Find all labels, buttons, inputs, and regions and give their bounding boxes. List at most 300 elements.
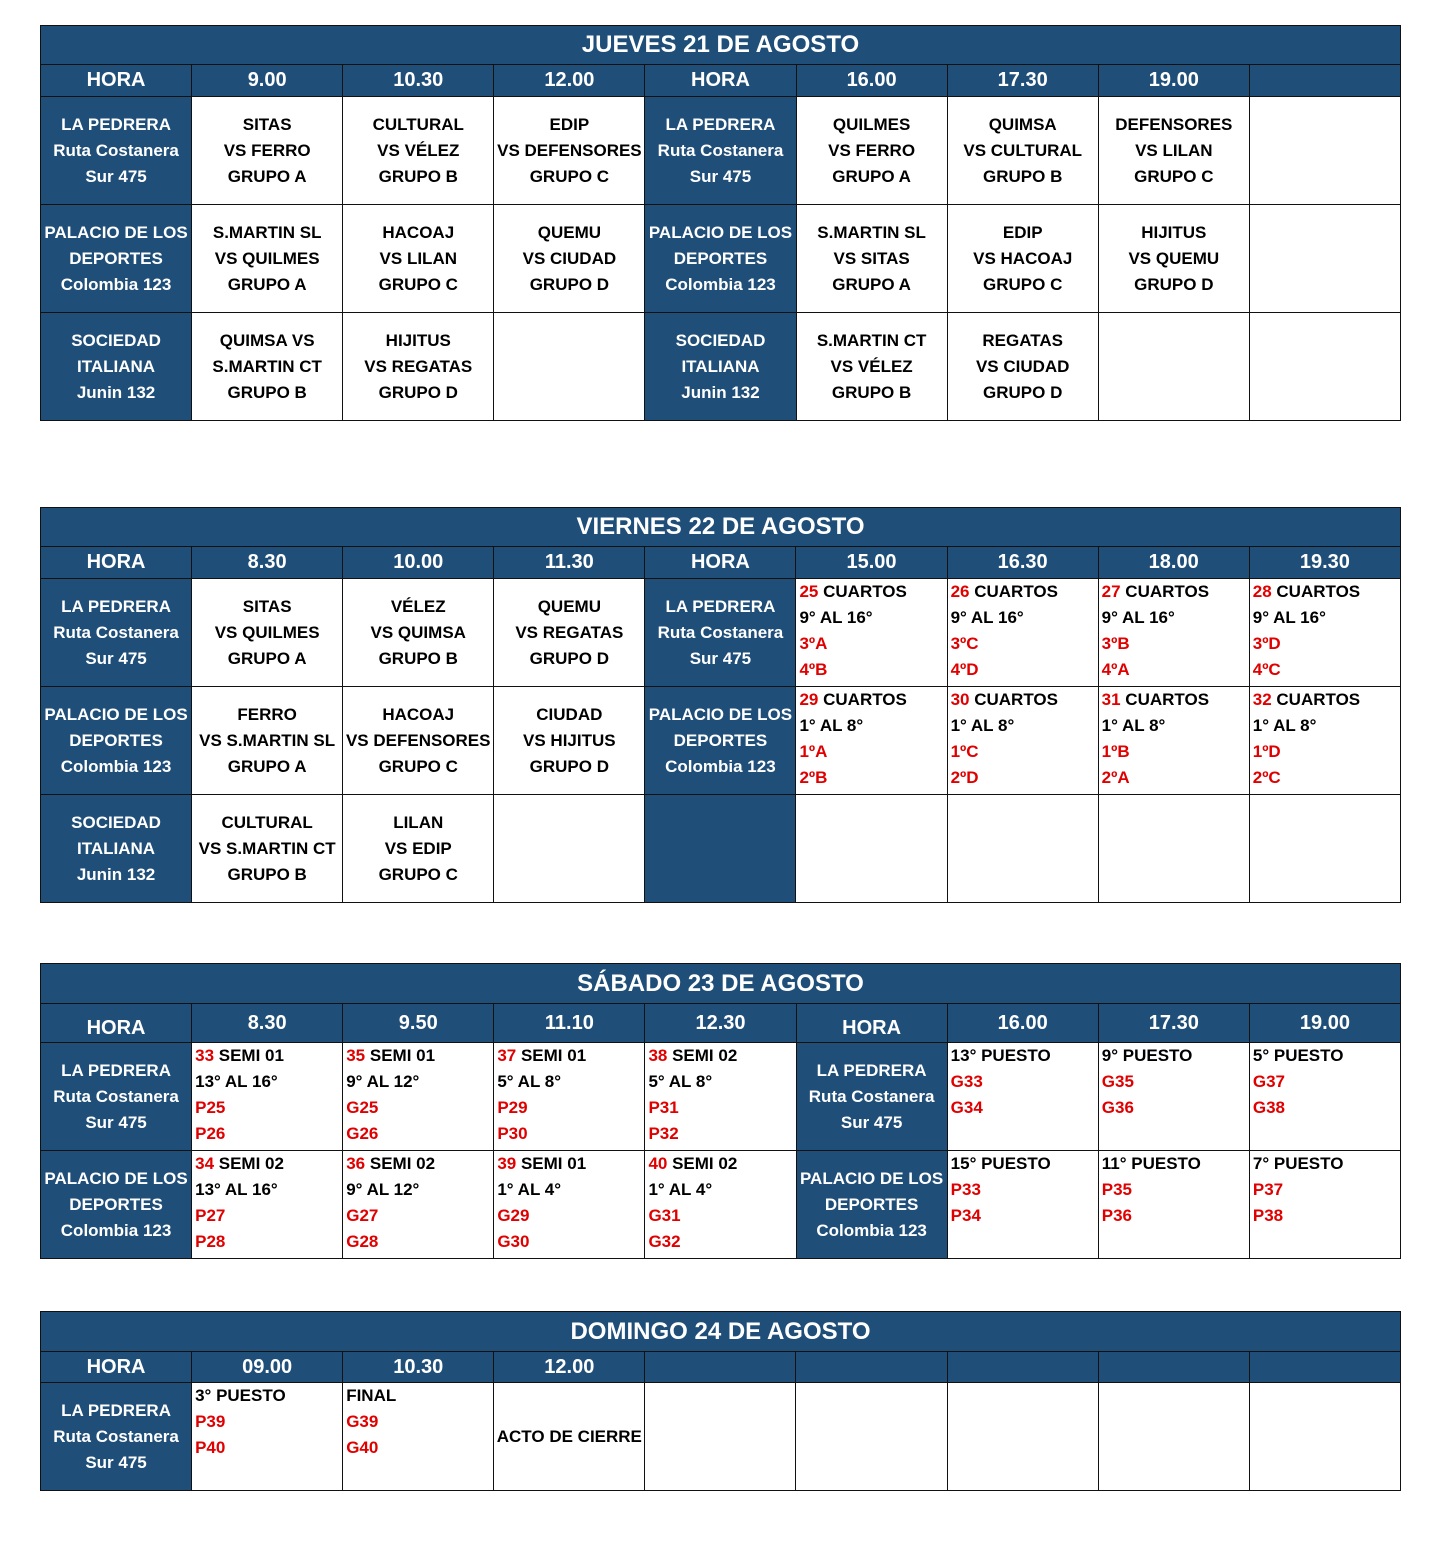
match-cell (192, 313, 343, 421)
seed-reference: 2ºC (1252, 768, 1281, 787)
venue-line: PALACIO DE LOS (799, 1168, 944, 1188)
seed-reference: 1ºC (950, 742, 979, 761)
seed-reference: P27 (195, 1206, 226, 1225)
match-line: VS QUILMES (214, 248, 320, 268)
empty-cell (1249, 97, 1400, 205)
venue-line: PALACIO DE LOS (648, 222, 793, 242)
venue-line: Colombia 123 (816, 1220, 927, 1240)
match-cell (343, 313, 494, 421)
venue-line: DEPORTES (824, 1194, 919, 1214)
seed-reference: P32 (648, 1124, 679, 1143)
match-label: 3° PUESTO (195, 1386, 286, 1405)
time-header-cell: 9.00 (192, 65, 343, 97)
match-line: QUEMU (537, 222, 602, 242)
match-label: SEMI 02 (667, 1154, 738, 1173)
day-schedule-table (40, 507, 1401, 903)
time-header-cell (796, 1352, 947, 1383)
seed-reference: P29 (497, 1098, 528, 1117)
seed-reference: 3ºD (1252, 634, 1281, 653)
time-header-cell: 15.00 (796, 547, 947, 579)
time-header-cell: 10.30 (343, 1352, 494, 1383)
day-title-row (41, 508, 1401, 547)
venue-line: Sur 475 (85, 1112, 147, 1132)
match-line: GRUPO B (983, 166, 1063, 186)
day-title-row (41, 964, 1401, 1004)
venue-line: Colombia 123 (60, 274, 172, 294)
match-line: GRUPO B (831, 382, 912, 402)
time-header-row (41, 1004, 1401, 1043)
match-line: VÉLEZ (390, 596, 446, 616)
knockout-match-cell (645, 1043, 796, 1151)
match-cell (947, 205, 1098, 313)
time-header-cell: 8.30 (192, 547, 343, 579)
match-line: GRUPO B (378, 648, 458, 668)
match-line: GRUPO D (529, 756, 609, 776)
seed-reference: 4ºB (799, 660, 828, 679)
match-cell (1098, 205, 1249, 313)
match-line: GRUPO D (983, 382, 1063, 402)
match-line: VS LILAN (1135, 140, 1213, 160)
time-header-cell: 17.30 (1098, 1004, 1249, 1043)
match-line: CULTURAL (221, 812, 313, 832)
venue-line: Colombia 123 (60, 1220, 172, 1240)
match-bracket: 13° AL 16° (195, 1072, 278, 1091)
seed-reference: P25 (195, 1098, 226, 1117)
match-line: GRUPO A (227, 166, 307, 186)
match-line: CULTURAL (372, 114, 464, 134)
seed-reference: P34 (950, 1206, 981, 1225)
venue-line: PALACIO DE LOS (44, 704, 188, 724)
knockout-match-cell (494, 1151, 645, 1259)
match-line: QUILMES (832, 114, 911, 134)
match-label: CUARTOS (1271, 582, 1361, 601)
day-schedule-table (40, 1311, 1401, 1491)
match-label: 5° PUESTO (1252, 1046, 1344, 1065)
time-header-cell (1249, 65, 1400, 97)
match-label: SEMI 01 (516, 1154, 587, 1173)
venue-line: LA PEDRERA (665, 596, 776, 616)
match-number: 34 (195, 1154, 215, 1173)
knockout-match-cell (1249, 687, 1400, 795)
seed-reference: G27 (346, 1206, 379, 1225)
seed-reference: 4ºD (950, 660, 979, 679)
seed-reference: G40 (346, 1438, 379, 1457)
match-cell (343, 795, 494, 903)
match-cell (192, 687, 343, 795)
venue-line: LA PEDRERA (665, 114, 776, 134)
match-cell (1098, 97, 1249, 205)
match-line: VS HIJITUS (523, 730, 616, 750)
match-heading (1102, 1151, 1249, 1177)
match-cell (192, 205, 343, 313)
match-line: HACOAJ (382, 704, 455, 724)
match-line: EDIP (1002, 222, 1043, 242)
match-bracket: 1° AL 8° (1101, 716, 1166, 735)
seed-reference: P38 (1252, 1206, 1284, 1225)
hora-header-cell: HORA (41, 1352, 192, 1383)
seed-reference: P33 (950, 1180, 981, 1199)
match-line: HACOAJ (382, 222, 455, 242)
venue-line: ITALIANA (681, 356, 760, 376)
hora-header-cell: HORA (41, 65, 192, 97)
match-bracket: 1° AL 8° (1252, 716, 1317, 735)
match-line: GRUPO C (1134, 166, 1214, 186)
match-label: CUARTOS (1120, 582, 1210, 601)
time-header-cell (1249, 1352, 1400, 1383)
empty-cell (1249, 205, 1400, 313)
seed-reference: P39 (195, 1412, 226, 1431)
match-line: FERRO (237, 704, 297, 724)
empty-cell (1098, 1383, 1249, 1491)
match-bracket: 13° AL 16° (195, 1180, 278, 1199)
venue-line: LA PEDRERA (61, 114, 171, 134)
venue-line: Sur 475 (689, 166, 752, 186)
hora-header-cell: HORA (41, 1004, 192, 1043)
match-heading (195, 1383, 342, 1409)
match-line: GRUPO C (378, 756, 458, 776)
empty-cell (796, 795, 947, 903)
seed-reference: 4ºA (1101, 660, 1130, 679)
venue-line: LA PEDRERA (61, 596, 171, 616)
match-heading (346, 1043, 493, 1069)
match-cell (494, 687, 645, 795)
blank-venue-cell (645, 795, 796, 903)
hora-header-cell: HORA (645, 547, 796, 579)
venue-cell (41, 687, 192, 795)
match-line: GRUPO C (378, 274, 458, 294)
seed-reference: G37 (1252, 1072, 1286, 1091)
venue-line: Ruta Costanera (53, 622, 179, 642)
venue-line: LA PEDRERA (61, 1060, 171, 1080)
venue-line: Sur 475 (689, 648, 752, 668)
match-line: HIJITUS (385, 330, 451, 350)
time-header-cell: 18.00 (1098, 547, 1249, 579)
match-cell (947, 313, 1098, 421)
seed-reference: P37 (1252, 1180, 1284, 1199)
match-bracket: 9° AL 16° (799, 608, 873, 627)
time-header-cell: 12.30 (645, 1004, 796, 1043)
match-number: 38 (648, 1046, 668, 1065)
empty-cell (1098, 795, 1249, 903)
match-line: GRUPO B (227, 382, 307, 402)
time-header-cell: 9.50 (343, 1004, 494, 1043)
match-heading (1102, 1043, 1249, 1069)
match-line: QUIMSA (988, 114, 1057, 134)
match-label: 15° PUESTO (950, 1154, 1051, 1173)
time-header-cell: 19.00 (1249, 1004, 1400, 1043)
time-header-cell: 8.30 (192, 1004, 343, 1043)
seed-reference: P40 (195, 1438, 226, 1457)
match-line: GRUPO A (832, 274, 911, 294)
venue-line: Colombia 123 (60, 756, 172, 776)
time-header-cell: 16.00 (947, 1004, 1098, 1043)
seed-reference: 4ºC (1252, 660, 1281, 679)
match-label: 7° PUESTO (1252, 1154, 1344, 1173)
match-line: VS QUILMES (214, 622, 320, 642)
match-line: GRUPO C (529, 166, 610, 186)
knockout-match-cell (343, 1383, 494, 1491)
venue-cell (41, 795, 192, 903)
empty-cell (1249, 795, 1400, 903)
match-heading (799, 687, 946, 713)
venue-line: Colombia 123 (665, 756, 776, 776)
venue-line: DEPORTES (69, 730, 163, 750)
venue-line: SOCIEDAD (675, 330, 766, 350)
seed-reference: 2ºA (1101, 768, 1130, 787)
match-cell (494, 97, 645, 205)
venue-line: DEPORTES (673, 248, 768, 268)
match-line: VS DEFENSORES (497, 140, 642, 160)
match-bracket: 9° AL 16° (1101, 608, 1175, 627)
day-schedule-table (40, 25, 1401, 421)
match-line: VS SITAS (833, 248, 910, 268)
seed-reference: 2ºB (799, 768, 828, 787)
venue-line: DEPORTES (673, 730, 768, 750)
match-heading (497, 1043, 644, 1069)
match-line: QUIMSA VS (219, 330, 315, 350)
venue-cell (41, 579, 192, 687)
match-heading (346, 1151, 493, 1177)
match-cell (796, 313, 947, 421)
time-header-cell: 10.00 (343, 547, 494, 579)
hora-header-cell: HORA (796, 1004, 947, 1043)
match-cell (796, 97, 947, 205)
match-label: SEMI 02 (365, 1154, 436, 1173)
match-heading (1253, 1043, 1400, 1069)
time-header-cell (1098, 1352, 1249, 1383)
venue-line: PALACIO DE LOS (44, 1168, 188, 1188)
venue-cell (41, 1043, 192, 1151)
match-line: LILAN (393, 812, 444, 832)
match-heading (1253, 687, 1400, 713)
match-bracket: 1° AL 8° (950, 716, 1015, 735)
day-title: SÁBADO 23 DE AGOSTO (41, 964, 1401, 1004)
match-cell (494, 579, 645, 687)
venue-row (41, 97, 1401, 205)
seed-reference: 3ºC (950, 634, 979, 653)
seed-reference: G32 (648, 1232, 681, 1251)
match-heading (799, 579, 946, 605)
venue-cell (645, 687, 796, 795)
match-line: VS EDIP (384, 838, 452, 858)
match-line: GRUPO D (1134, 274, 1214, 294)
empty-cell (1098, 313, 1249, 421)
match-number: 40 (648, 1154, 668, 1173)
match-line: GRUPO A (227, 756, 307, 776)
seed-reference: G26 (346, 1124, 379, 1143)
venue-cell (645, 205, 796, 313)
time-header-cell: 19.00 (1098, 65, 1249, 97)
knockout-match-cell (1249, 1151, 1400, 1259)
venue-row (41, 579, 1401, 687)
seed-reference: G36 (1101, 1098, 1134, 1117)
match-bracket: 9° AL 12° (346, 1180, 420, 1199)
venue-cell (796, 1151, 947, 1259)
empty-cell (796, 1383, 947, 1491)
match-heading (195, 1151, 342, 1177)
seed-reference: G31 (648, 1206, 681, 1225)
venue-line: Sur 475 (85, 1452, 147, 1472)
day-title: DOMINGO 24 DE AGOSTO (41, 1312, 1401, 1352)
seed-reference: G35 (1101, 1072, 1134, 1091)
time-header-cell: 19.30 (1249, 547, 1400, 579)
match-line: EDIP (549, 114, 590, 134)
venue-line: PALACIO DE LOS (648, 704, 793, 724)
knockout-match-cell (1249, 1043, 1400, 1151)
day-title-row (41, 1312, 1401, 1352)
match-line: VS S.MARTIN SL (199, 730, 336, 750)
match-cell (343, 205, 494, 313)
match-line: QUEMU (537, 596, 601, 616)
knockout-match-cell (343, 1151, 494, 1259)
venue-line: Colombia 123 (665, 274, 776, 294)
venue-line: PALACIO DE LOS (44, 222, 188, 242)
venue-cell (41, 313, 192, 421)
venue-line: Junin 132 (76, 382, 156, 402)
knockout-match-cell (494, 1043, 645, 1151)
match-heading (951, 1151, 1098, 1177)
knockout-match-cell (192, 1383, 343, 1491)
day-title: VIERNES 22 DE AGOSTO (41, 508, 1401, 547)
match-line: VS CULTURAL (963, 140, 1083, 160)
seed-reference: P35 (1101, 1180, 1133, 1199)
match-line: CIUDAD (536, 704, 603, 724)
match-line: GRUPO A (832, 166, 911, 186)
venue-cell (645, 313, 796, 421)
match-line: SITAS (242, 596, 292, 616)
match-bracket: 9° AL 12° (346, 1072, 420, 1091)
match-bracket: 1° AL 4° (497, 1180, 562, 1199)
match-heading (648, 1151, 795, 1177)
match-number: 25 (799, 582, 819, 601)
venue-line: Sur 475 (840, 1112, 903, 1132)
venue-line: Ruta Costanera (53, 1426, 179, 1446)
match-number: 36 (346, 1154, 366, 1173)
match-label: CUARTOS (969, 582, 1058, 601)
seed-reference: P31 (648, 1098, 679, 1117)
match-label: FINAL (346, 1386, 397, 1405)
match-label: CUARTOS (1271, 690, 1361, 709)
venue-line: Ruta Costanera (53, 1086, 179, 1106)
time-header-row (41, 547, 1401, 579)
venue-cell (41, 1383, 192, 1491)
match-heading (951, 687, 1098, 713)
venue-row (41, 687, 1401, 795)
knockout-match-cell (1098, 1151, 1249, 1259)
match-cell (796, 205, 947, 313)
seed-reference: G33 (950, 1072, 983, 1091)
venue-row (41, 205, 1401, 313)
match-label: 11° PUESTO (1101, 1154, 1201, 1173)
venue-cell (645, 97, 796, 205)
hora-header-cell: HORA (645, 65, 796, 97)
venue-line: DEPORTES (69, 1194, 163, 1214)
match-number: 33 (195, 1046, 215, 1065)
seed-reference: P28 (195, 1232, 226, 1251)
match-line: SITAS (242, 114, 292, 134)
venue-line: ITALIANA (77, 356, 156, 376)
time-header-cell: 12.00 (494, 65, 645, 97)
time-header-cell: 11.30 (494, 547, 645, 579)
match-number: 31 (1101, 690, 1121, 709)
seed-reference: G29 (497, 1206, 530, 1225)
venue-row (41, 795, 1401, 903)
match-line: S.MARTIN CT (212, 356, 322, 376)
venue-line: ITALIANA (77, 838, 156, 858)
day-schedule-table (40, 963, 1401, 1259)
match-line: VS REGATAS (364, 356, 473, 376)
day-title-row (41, 26, 1401, 65)
knockout-match-cell (947, 1043, 1098, 1151)
match-label: CUARTOS (1120, 690, 1210, 709)
match-label: SEMI 02 (667, 1046, 738, 1065)
seed-reference: 3ºA (799, 634, 828, 653)
seed-reference: 3ºB (1101, 634, 1130, 653)
match-line: GRUPO D (529, 274, 610, 294)
seed-reference: 1ºA (799, 742, 828, 761)
match-label: SEMI 02 (214, 1154, 284, 1173)
match-heading (1102, 687, 1249, 713)
seed-reference: G38 (1252, 1098, 1286, 1117)
match-heading (951, 579, 1098, 605)
match-heading (195, 1043, 342, 1069)
time-header-cell: 11.10 (494, 1004, 645, 1043)
seed-reference: G30 (497, 1232, 530, 1251)
empty-cell (645, 1383, 796, 1491)
match-number: 29 (799, 690, 819, 709)
match-number: 28 (1252, 582, 1272, 601)
match-cell (343, 97, 494, 205)
empty-cell (947, 1383, 1098, 1491)
time-header-cell: 17.30 (947, 65, 1098, 97)
match-line: S.MARTIN CT (816, 330, 927, 350)
venue-row (41, 1043, 1401, 1151)
venue-line: Ruta Costanera (808, 1086, 935, 1106)
knockout-match-cell (192, 1151, 343, 1259)
match-line: GRUPO C (378, 864, 458, 884)
match-heading (951, 1043, 1098, 1069)
match-number: 30 (950, 690, 970, 709)
knockout-match-cell (1098, 1043, 1249, 1151)
venue-line: SOCIEDAD (71, 812, 161, 832)
match-cell (192, 795, 343, 903)
match-number: 39 (497, 1154, 517, 1173)
empty-cell (1249, 313, 1400, 421)
match-label: SEMI 01 (516, 1046, 587, 1065)
match-bracket: 5° AL 8° (648, 1072, 713, 1091)
match-label: SEMI 01 (365, 1046, 436, 1065)
venue-cell (645, 579, 796, 687)
venue-row (41, 1383, 1401, 1491)
venue-line: SOCIEDAD (71, 330, 161, 350)
seed-reference: 2ºD (950, 768, 979, 787)
knockout-match-cell (1098, 579, 1249, 687)
match-line: VS HACOAJ (973, 248, 1073, 268)
knockout-match-cell (947, 1151, 1098, 1259)
match-line: GRUPO A (227, 648, 307, 668)
match-cell (343, 579, 494, 687)
match-line: VS VÉLEZ (377, 140, 460, 160)
match-cell (343, 687, 494, 795)
match-heading (1253, 579, 1400, 605)
venue-row (41, 1151, 1401, 1259)
knockout-match-cell (796, 687, 947, 795)
seed-reference: G34 (950, 1098, 983, 1117)
match-bracket: 9° AL 16° (950, 608, 1024, 627)
seed-reference: 1ºD (1252, 742, 1281, 761)
match-line: GRUPO B (378, 166, 458, 186)
time-header-cell: 09.00 (192, 1352, 343, 1383)
